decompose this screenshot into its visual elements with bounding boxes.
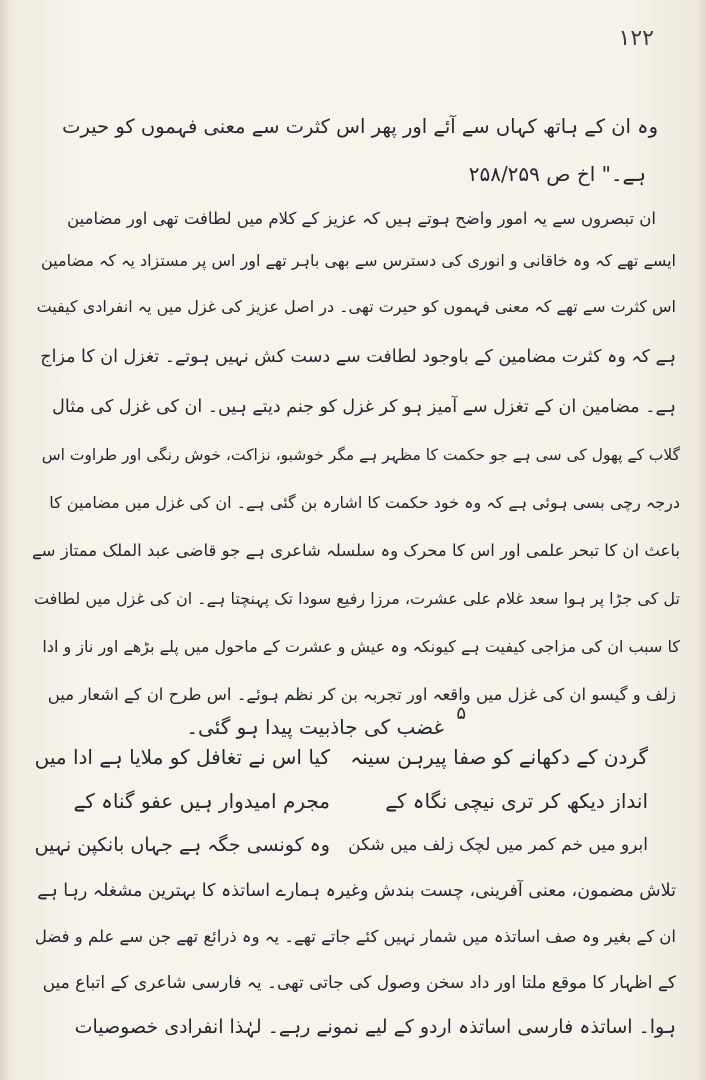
page-number: ۱۲۲ — [618, 26, 654, 51]
couplet-1-first: گردن کے دکھانے کو صفا پیرہن سینہ — [350, 745, 648, 769]
couplet-2-second: مجرم امیدوار ہیں عفو گناہ کے — [73, 789, 330, 813]
paragraph1-line-12: غضب کی جاذبیت پیدا ہو گئی۔ — [186, 715, 444, 739]
paragraph1-line-8: باعث ان کا تبحر علمی اور اس کا محرک وہ سلسلہ شاعری ہے جو قاضی عبد الملک ممتاز سے — [31, 541, 680, 560]
couplet-3-first: ابرو میں خم کمر میں لچک زلف میں شکن — [348, 835, 648, 855]
couplet-2-first: انداز دیکھ کر تری نیچی نگاہ کے — [385, 789, 648, 813]
page-edge-shadow-right — [696, 0, 706, 1080]
paragraph1-line-11: زلف و گیسو ان کی غزل میں واقعہ اور تجربہ بن کر نظم ہوئے۔ اس طرح ان کے اشعار میں — [47, 685, 676, 704]
couplet-3-second: وہ کونسی جگہ ہے جہاں بانکپن نہیں — [34, 834, 330, 856]
paragraph1-line-3: اس کثرت سے تھے کہ معنی فہموں کو حیرت تھی۔ در اصل عزیز کی غزل میں یہ انفرادی کیفیت — [36, 297, 676, 316]
footnote-mark: ۵ — [456, 703, 466, 724]
paragraph1-line-6: گلاب کے پھول کی سی ہے جو حکمت کا مظہر ہے مگر خوشبو، نزاکت، خوش رنگی اور طراوت اس — [41, 446, 680, 464]
paragraph2-line-4: ہوا۔ اساتذہ فارسی اساتذہ اردو کے لیے نمونے رہے۔ لہٰذا انفرادی خصوصیات — [74, 1016, 676, 1038]
paragraph1-line-7: درجہ رچی بسی ہوئی ہے کہ وہ خود حکمت کا اشارہ بن گئی ہے۔ ان کی غزل میں مضامین کا — [49, 493, 680, 512]
paragraph1-line-5: ہے۔ مضامین ان کے تغزل سے آمیز ہو کر غزل کو جنم دیتے ہیں۔ ان کی غزل کی مثال — [52, 397, 676, 417]
quote-line-1: وہ ان کے ہاتھ کہاں سے آئے اور پھر اس کثرت سے معنی فہموں کو حیرت — [62, 115, 658, 138]
couplet-1-second: کیا اس نے تغافل کو ملایا ہے ادا میں — [34, 745, 330, 769]
quote-citation: ہے۔" اخ ص ۲۵۸/۲۵۹ — [468, 162, 646, 186]
page-edge-shadow-left — [0, 0, 10, 1080]
paragraph1-line-9: تل کی جڑا پر ہوا سعد غلام علی عشرت، مرزا رفیع سودا تک پہنچتا ہے۔ ان کی غزل میں لطافت — [34, 589, 680, 608]
paragraph1-line-4: ہے کہ وہ کثرت مضامین کے باوجود لطافت سے دست کش نہیں ہوتے۔ تغزل ان کا مزاج — [40, 347, 676, 367]
paragraph2-line-2: ان کے بغیر وہ صف اساتذہ میں شمار نہیں کئے جاتے تھے۔ یہ وہ ذرائع تھے جن سے علم و فضل — [34, 927, 676, 946]
paragraph2-line-1: تلاش مضمون، معنی آفرینی، چست بندش وغیرہ ہمارے اساتذہ کا بہترین مشغلہ رہا ہے — [37, 881, 676, 901]
paragraph1-line-1: ان تبصروں سے یہ امور واضح ہوتے ہیں کہ عزیز کے کلام میں لطافت تھی اور مضامین — [67, 209, 656, 228]
paragraph2-line-3: کے اظہار کا موقع ملتا اور داد سخن وصول کی جاتی تھی۔ یہ فارسی شاعری کے اتباع میں — [42, 973, 676, 993]
paragraph1-line-2: ایسے تھے کہ وہ خاقانی و انوری کی دسترس سے بھی باہر تھے اور اس پر مستزاد یہ کہ مضامین — [41, 251, 676, 270]
paragraph1-line-10: کا سبب ان کی مزاجی کیفیت ہے کیونکہ وہ عیش و عشرت کے ماحول میں پلے بڑھے اور ناز و ادا — [42, 637, 680, 656]
